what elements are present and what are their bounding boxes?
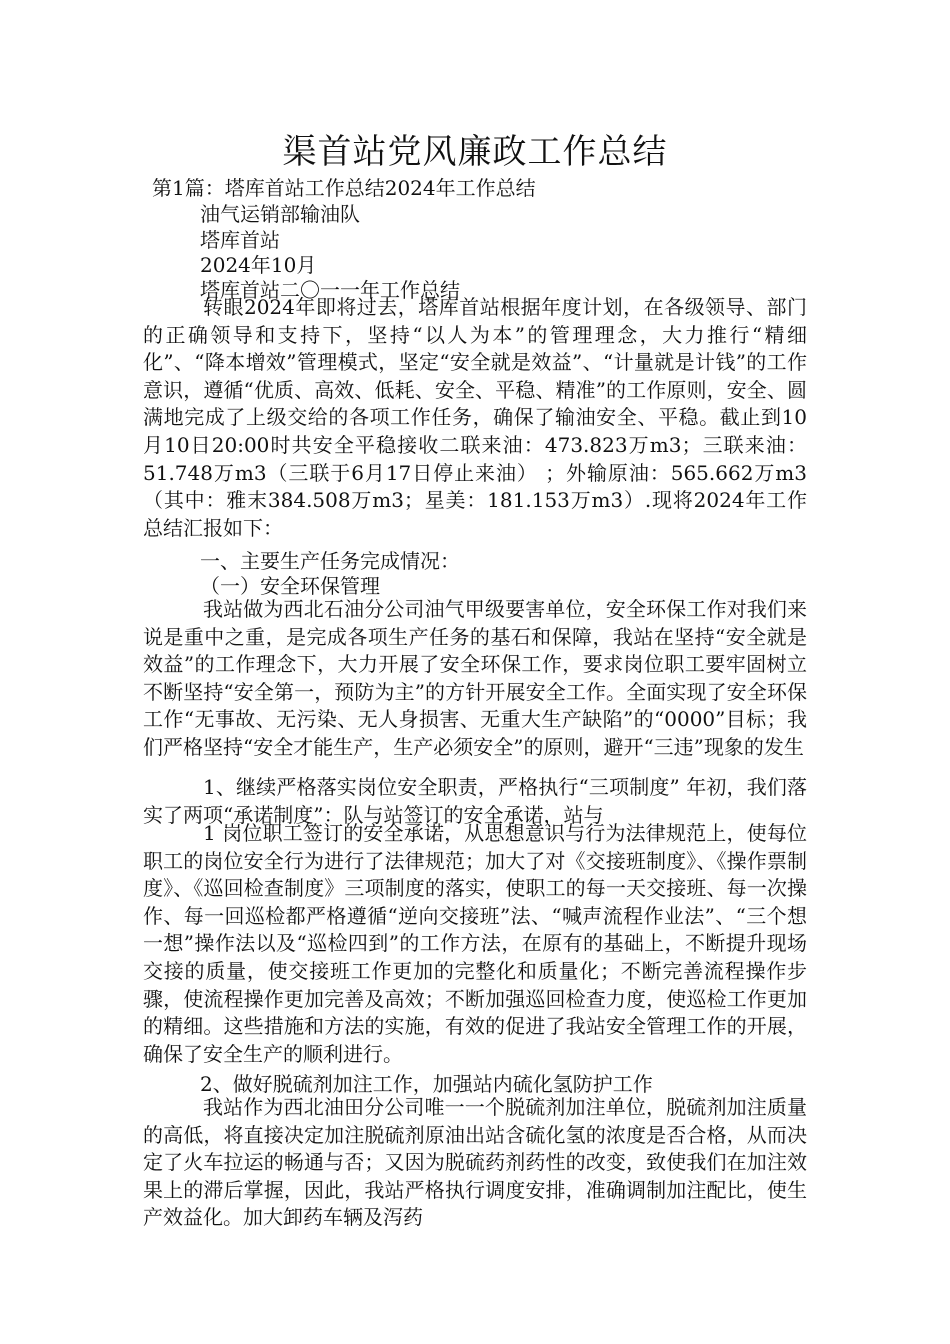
intro-paragraph: 转眼2024年即将过去，塔库首站根据年度计划，在各级领导、部门的正确领导和支持下，坚持“以人为本”的管理理念，大力推行“精细化”、“降本增效”管理模式，坚定“安全就是效益”、“计量就是计钱”的工作意识，遵循“优质、高效、低耗、安全、平稳、精准”的工作原则，安全、圆满地完成了上级交给的各项工作任务，确保了输油安全、平稳。截止到10月10日20:00时共安全平稳接收二联来油：473.823万m3；三联来油：51.748万m3（三联于6月17日停止来油） ；外输原油：565.662万m3（其中：雅末384.508万m3；星美：181.153万m3）.现将2024年工作总结汇报如下： (143, 295, 807, 540)
item-heading: 2、做好脱硫剂加注工作，加强站内硫化氢防护工作 (200, 1072, 653, 1096)
subsection-heading: （一）安全环保管理 (200, 574, 380, 598)
section-heading: 一、主要生产任务完成情况： (200, 549, 460, 573)
desulfurization-paragraph: 我站作为西北油田分公司唯一一个脱硫剂加注单位，脱硫剂加注质量的高低，将直接决定加注脱硫剂原油出站含硫化氢的浓度是否合格，从而决定了火车拉运的畅通与否；又因为脱硫药剂药性的改变，致使我们在加注效果上的滞后掌握，因此，我站严格执行调度安排，准确调制加注配比，使生产效益化。加大卸药车辆及泻药 (143, 1095, 807, 1230)
org-station: 塔库首站 (200, 228, 280, 252)
document-title: 渠首站党风廉政工作总结 (282, 132, 668, 172)
item-continuation-paragraph: 1 岗位职工签订的安全承诺，从思想意识与行为法律规范上，使每位职工的岗位安全行为进行了法律规范；加大了对《交接班制度》、《操作票制度》、《巡回检查制度》三项制度的落实，使职工的每一天交接班、每一次操作、每一回巡检都严格遵循“逆向交接班”法、“喊声流程作业法”、“三个想一想”操作法以及“巡检四到”的工作方法，在原有的基础上，不断提升现场交接的质量，使交接班工作更加的完整化和质量化；不断完善流程操作步骤，使流程操作更加完善及高效；不断加强巡回检查力度，使巡检工作更加的精细。这些措施和方法的实施，有效的促进了我站安全管理工作的开展，确保了安全生产的顺利进行。 (143, 821, 807, 1066)
summary-title: 塔库首站二〇一一年工作总结 (200, 278, 460, 302)
document-date: 2024年10月 (200, 253, 317, 277)
item-paragraph: 1、继续严格落实岗位安全职责，严格执行“三项制度” 年初，我们落实了两项“承诺制度”：队与站签订的安全承诺，站与 (143, 775, 807, 827)
safety-paragraph: 我站做为西北石油分公司油气甲级要害单位，安全环保工作对我们来说是重中之重，是完成各项生产任务的基石和保障，我站在坚持“安全就是效益”的工作理念下，大力开展了安全环保工作，要求岗位职工要牢固树立不断坚持“安全第一，预防为主”的方针开展安全工作。全面实现了安全环保工作“无事故、无污染、无人身损害、无重大生产缺陷”的“0000”目标；我们严格坚持“安全才能生产，生产必须安全”的原则，避开“三违”现象的发生 (143, 597, 807, 759)
org-department: 油气运销部输油队 (200, 202, 360, 226)
chapter-heading: 第1篇：塔库首站工作总结2024年工作总结 (152, 176, 536, 200)
